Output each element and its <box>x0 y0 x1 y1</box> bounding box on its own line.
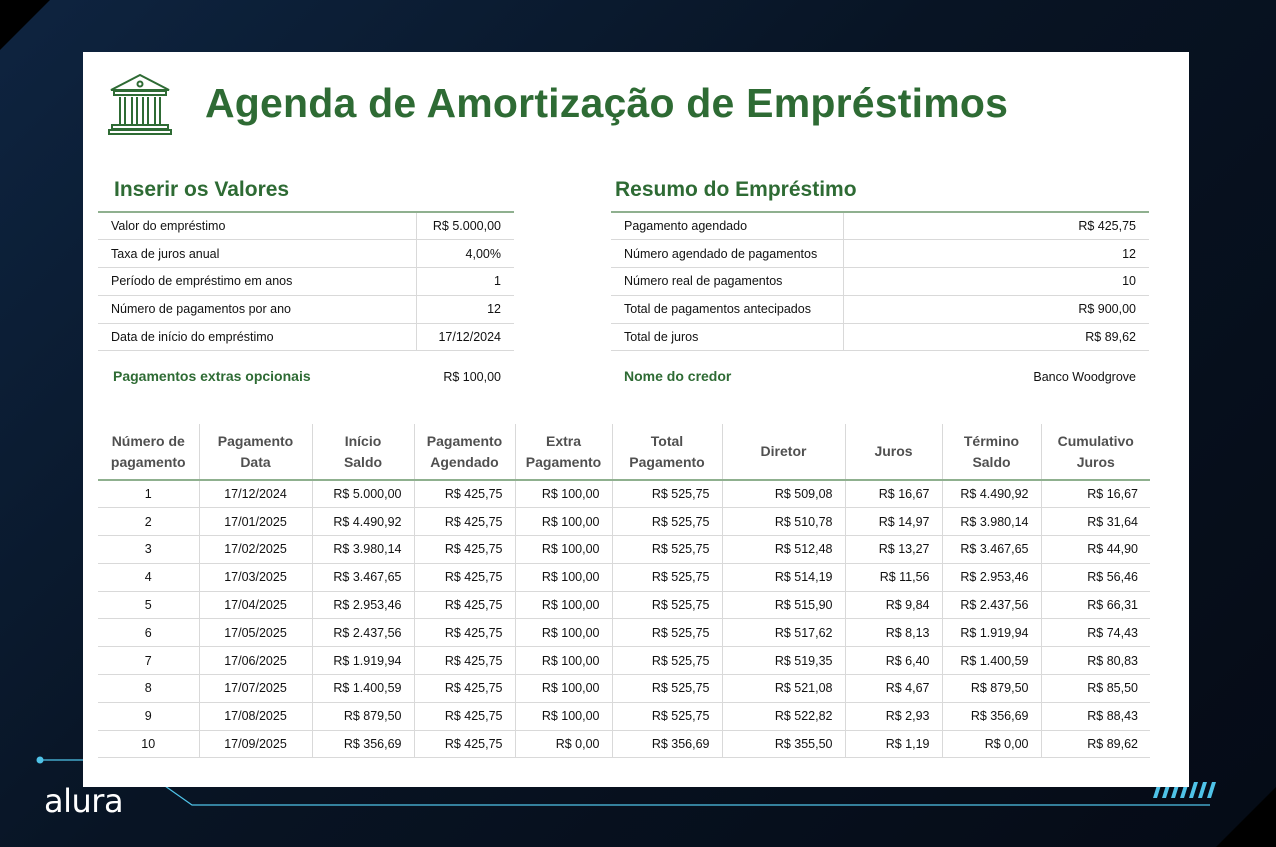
table-cell[interactable]: R$ 355,50 <box>722 730 845 758</box>
kv-row <box>98 295 514 323</box>
column-header-line: Pagamento <box>629 453 705 470</box>
table-cell[interactable]: R$ 89,62 <box>1041 730 1150 758</box>
table-cell[interactable]: R$ 525,75 <box>612 702 722 730</box>
table-cell[interactable]: R$ 525,75 <box>612 591 722 619</box>
table-row <box>98 702 1150 730</box>
column-header-line: Pagamento <box>525 453 602 470</box>
table-cell[interactable]: R$ 100,00 <box>515 619 612 647</box>
lender-name-value[interactable]: Banco Woodgrove <box>1033 370 1136 384</box>
kv-row <box>98 240 514 268</box>
table-cell[interactable]: R$ 56,46 <box>1041 563 1150 591</box>
table-row <box>98 675 1150 703</box>
table-cell[interactable]: R$ 425,75 <box>414 508 515 536</box>
column-header-line: Pagamento <box>217 432 294 449</box>
table-cell[interactable]: 9 <box>98 702 199 730</box>
table-row <box>98 730 1150 758</box>
table-cell[interactable]: R$ 0,00 <box>515 730 612 758</box>
table-cell[interactable]: R$ 425,75 <box>414 563 515 591</box>
table-row <box>98 563 1150 591</box>
table-row <box>98 591 1150 619</box>
table-cell[interactable]: R$ 13,27 <box>845 536 942 564</box>
table-cell[interactable]: R$ 356,69 <box>612 730 722 758</box>
table-cell[interactable]: R$ 100,00 <box>515 480 612 508</box>
table-row <box>98 480 1150 508</box>
kv-value-cell[interactable]: R$ 900,00 <box>843 295 1149 323</box>
table-cell[interactable]: R$ 425,75 <box>414 647 515 675</box>
kv-label: Número real de pagamentos <box>611 268 843 296</box>
table-cell[interactable]: 5 <box>98 591 199 619</box>
kv-value-cell[interactable]: R$ 5.000,00 <box>416 212 514 240</box>
table-cell[interactable]: 8 <box>98 675 199 703</box>
column-header-line: pagamento <box>110 453 186 470</box>
column-header-line: Início <box>344 432 382 449</box>
column-header <box>199 424 312 480</box>
table-cell[interactable]: R$ 525,75 <box>612 675 722 703</box>
table-cell[interactable]: R$ 85,50 <box>1041 675 1150 703</box>
table-cell[interactable]: R$ 525,75 <box>612 536 722 564</box>
table-cell[interactable]: R$ 1.400,59 <box>942 647 1041 675</box>
kv-row <box>98 323 514 351</box>
table-cell[interactable]: 7 <box>98 647 199 675</box>
table-cell[interactable]: R$ 425,75 <box>414 730 515 758</box>
column-header-line: Extra <box>545 432 582 449</box>
table-cell[interactable]: R$ 1.919,94 <box>312 647 414 675</box>
table-cell[interactable]: R$ 356,69 <box>942 702 1041 730</box>
column-header <box>1041 424 1150 480</box>
column-header <box>612 424 722 480</box>
column-header-line: Total <box>650 432 684 449</box>
table-cell[interactable]: R$ 14,97 <box>845 508 942 536</box>
column-header-line: Cumulativo <box>1057 432 1134 449</box>
table-cell[interactable]: R$ 509,08 <box>722 480 845 508</box>
page-title: Agenda de Amortização de Empréstimos <box>205 80 1009 126</box>
table-cell[interactable]: 4 <box>98 563 199 591</box>
table-cell[interactable]: R$ 4.490,92 <box>312 508 414 536</box>
table-cell[interactable]: 6 <box>98 619 199 647</box>
table-cell[interactable]: R$ 4,67 <box>845 675 942 703</box>
table-cell[interactable]: R$ 425,75 <box>414 591 515 619</box>
kv-value-cell[interactable]: 17/12/2024 <box>416 323 514 351</box>
table-cell[interactable]: 17/01/2025 <box>199 508 312 536</box>
extra-payments-label: Pagamentos extras opcionais <box>113 368 311 384</box>
kv-label: Valor do empréstimo <box>98 212 416 240</box>
kv-label: Período de empréstimo em anos <box>98 268 416 296</box>
table-cell[interactable]: R$ 11,56 <box>845 563 942 591</box>
table-cell[interactable]: R$ 3.980,14 <box>312 536 414 564</box>
kv-label: Pagamento agendado <box>611 212 843 240</box>
table-cell[interactable]: R$ 525,75 <box>612 619 722 647</box>
table-cell[interactable]: R$ 2,93 <box>845 702 942 730</box>
table-cell[interactable]: R$ 100,00 <box>515 508 612 536</box>
kv-value-cell[interactable]: R$ 425,75 <box>843 212 1149 240</box>
table-cell[interactable]: R$ 522,82 <box>722 702 845 730</box>
table-cell[interactable]: R$ 525,75 <box>612 480 722 508</box>
table-cell[interactable]: 17/06/2025 <box>199 647 312 675</box>
column-header <box>414 424 515 480</box>
kv-row <box>611 295 1149 323</box>
kv-value-cell[interactable]: R$ 89,62 <box>843 323 1149 351</box>
kv-label: Total de juros <box>611 323 843 351</box>
table-cell[interactable]: R$ 16,67 <box>1041 480 1150 508</box>
inputs-table <box>98 211 514 351</box>
table-cell[interactable]: 17/03/2025 <box>199 563 312 591</box>
table-cell[interactable]: R$ 3.980,14 <box>942 508 1041 536</box>
table-cell[interactable]: R$ 8,13 <box>845 619 942 647</box>
column-header <box>312 424 414 480</box>
table-row <box>98 647 1150 675</box>
table-cell[interactable]: R$ 425,75 <box>414 480 515 508</box>
table-cell[interactable]: R$ 2.437,56 <box>942 591 1041 619</box>
table-cell[interactable]: R$ 515,90 <box>722 591 845 619</box>
table-cell[interactable]: R$ 525,75 <box>612 647 722 675</box>
column-header-line: Diretor <box>760 443 807 459</box>
table-cell[interactable]: 3 <box>98 536 199 564</box>
table-cell[interactable]: R$ 879,50 <box>312 702 414 730</box>
table-cell[interactable]: R$ 9,84 <box>845 591 942 619</box>
column-header-line: Pagamento <box>426 432 503 449</box>
table-cell[interactable]: R$ 521,08 <box>722 675 845 703</box>
column-header <box>722 424 845 480</box>
table-cell[interactable]: R$ 512,48 <box>722 536 845 564</box>
kv-value-cell[interactable]: 10 <box>843 268 1149 296</box>
table-cell[interactable]: R$ 100,00 <box>515 702 612 730</box>
kv-value-cell[interactable]: 4,00% <box>416 240 514 268</box>
table-cell[interactable]: 2 <box>98 508 199 536</box>
column-header-line: Data <box>240 453 271 470</box>
table-cell[interactable]: R$ 31,64 <box>1041 508 1150 536</box>
kv-row <box>611 212 1149 240</box>
table-cell[interactable]: R$ 100,00 <box>515 591 612 619</box>
column-header <box>515 424 612 480</box>
column-header <box>98 424 199 480</box>
kv-label: Data de início do empréstimo <box>98 323 416 351</box>
table-cell[interactable]: 17/02/2025 <box>199 536 312 564</box>
table-cell[interactable]: R$ 3.467,65 <box>312 563 414 591</box>
summary-section-title: Resumo do Empréstimo <box>615 178 857 201</box>
kv-value-cell[interactable]: 12 <box>416 295 514 323</box>
table-cell[interactable]: 17/08/2025 <box>199 702 312 730</box>
table-row <box>98 508 1150 536</box>
column-header-line: Juros <box>874 443 913 459</box>
table-cell[interactable]: 17/07/2025 <box>199 675 312 703</box>
table-cell[interactable]: R$ 6,40 <box>845 647 942 675</box>
table-cell[interactable]: R$ 425,75 <box>414 702 515 730</box>
table-cell[interactable]: R$ 80,83 <box>1041 647 1150 675</box>
bank-building-icon <box>107 72 173 138</box>
kv-value-cell[interactable]: 1 <box>416 268 514 296</box>
table-cell[interactable]: R$ 356,69 <box>312 730 414 758</box>
table-cell[interactable]: R$ 0,00 <box>942 730 1041 758</box>
table-cell[interactable]: R$ 514,19 <box>722 563 845 591</box>
column-header <box>942 424 1041 480</box>
kv-row <box>611 268 1149 296</box>
inputs-section-title: Inserir os Valores <box>114 178 290 201</box>
table-cell[interactable]: R$ 519,35 <box>722 647 845 675</box>
table-cell[interactable]: R$ 100,00 <box>515 647 612 675</box>
column-header-line: Término <box>963 432 1020 449</box>
kv-label: Total de pagamentos antecipados <box>611 295 843 323</box>
table-cell[interactable]: R$ 525,75 <box>612 508 722 536</box>
table-cell[interactable]: R$ 1.400,59 <box>312 675 414 703</box>
table-cell[interactable]: 1 <box>98 480 199 508</box>
table-cell[interactable]: 17/09/2025 <box>199 730 312 758</box>
kv-label: Número de pagamentos por ano <box>98 295 416 323</box>
kv-label: Taxa de juros anual <box>98 240 416 268</box>
table-cell[interactable]: R$ 100,00 <box>515 675 612 703</box>
table-cell[interactable]: R$ 425,75 <box>414 619 515 647</box>
table-cell[interactable]: R$ 425,75 <box>414 536 515 564</box>
table-cell[interactable]: 10 <box>98 730 199 758</box>
table-cell[interactable]: 17/05/2025 <box>199 619 312 647</box>
column-header <box>845 424 942 480</box>
table-cell[interactable]: R$ 100,00 <box>515 536 612 564</box>
table-row <box>98 536 1150 564</box>
table-cell[interactable]: R$ 88,43 <box>1041 702 1150 730</box>
extra-payments-value[interactable]: R$ 100,00 <box>443 370 501 384</box>
table-cell[interactable]: R$ 879,50 <box>942 675 1041 703</box>
column-header-line: Número de <box>111 432 185 449</box>
table-cell[interactable]: R$ 4.490,92 <box>942 480 1041 508</box>
table-cell[interactable]: R$ 1,19 <box>845 730 942 758</box>
table-cell[interactable]: R$ 44,90 <box>1041 536 1150 564</box>
table-cell[interactable]: R$ 16,67 <box>845 480 942 508</box>
table-cell[interactable]: R$ 3.467,65 <box>942 536 1041 564</box>
table-cell[interactable]: R$ 517,62 <box>722 619 845 647</box>
lender-name-label: Nome do credor <box>624 368 732 384</box>
table-cell[interactable]: R$ 525,75 <box>612 563 722 591</box>
kv-value-cell[interactable]: 12 <box>843 240 1149 268</box>
table-cell[interactable]: R$ 100,00 <box>515 563 612 591</box>
kv-row <box>611 240 1149 268</box>
table-row <box>98 619 1150 647</box>
table-cell[interactable]: R$ 510,78 <box>722 508 845 536</box>
column-header-line: Juros <box>1076 453 1115 470</box>
alura-logo: alura <box>44 782 124 820</box>
table-cell[interactable]: R$ 74,43 <box>1041 619 1150 647</box>
column-header-line: Agendado <box>430 453 499 470</box>
table-cell[interactable]: R$ 5.000,00 <box>312 480 414 508</box>
kv-label: Número agendado de pagamentos <box>611 240 843 268</box>
table-cell[interactable]: 17/04/2025 <box>199 591 312 619</box>
table-cell[interactable]: R$ 66,31 <box>1041 591 1150 619</box>
table-cell[interactable]: R$ 2.953,46 <box>942 563 1041 591</box>
kv-row <box>98 268 514 296</box>
kv-row <box>611 323 1149 351</box>
amortization-schedule-table <box>98 424 1150 758</box>
table-cell[interactable]: R$ 1.919,94 <box>942 619 1041 647</box>
summary-table <box>611 211 1149 351</box>
table-cell[interactable]: R$ 2.437,56 <box>312 619 414 647</box>
table-cell[interactable]: 17/12/2024 <box>199 480 312 508</box>
table-cell[interactable]: R$ 425,75 <box>414 675 515 703</box>
table-cell[interactable]: R$ 2.953,46 <box>312 591 414 619</box>
kv-row <box>98 212 514 240</box>
column-header-line: Saldo <box>343 453 383 470</box>
spreadsheet-sheet <box>83 52 1189 787</box>
column-header-line: Saldo <box>972 453 1011 470</box>
